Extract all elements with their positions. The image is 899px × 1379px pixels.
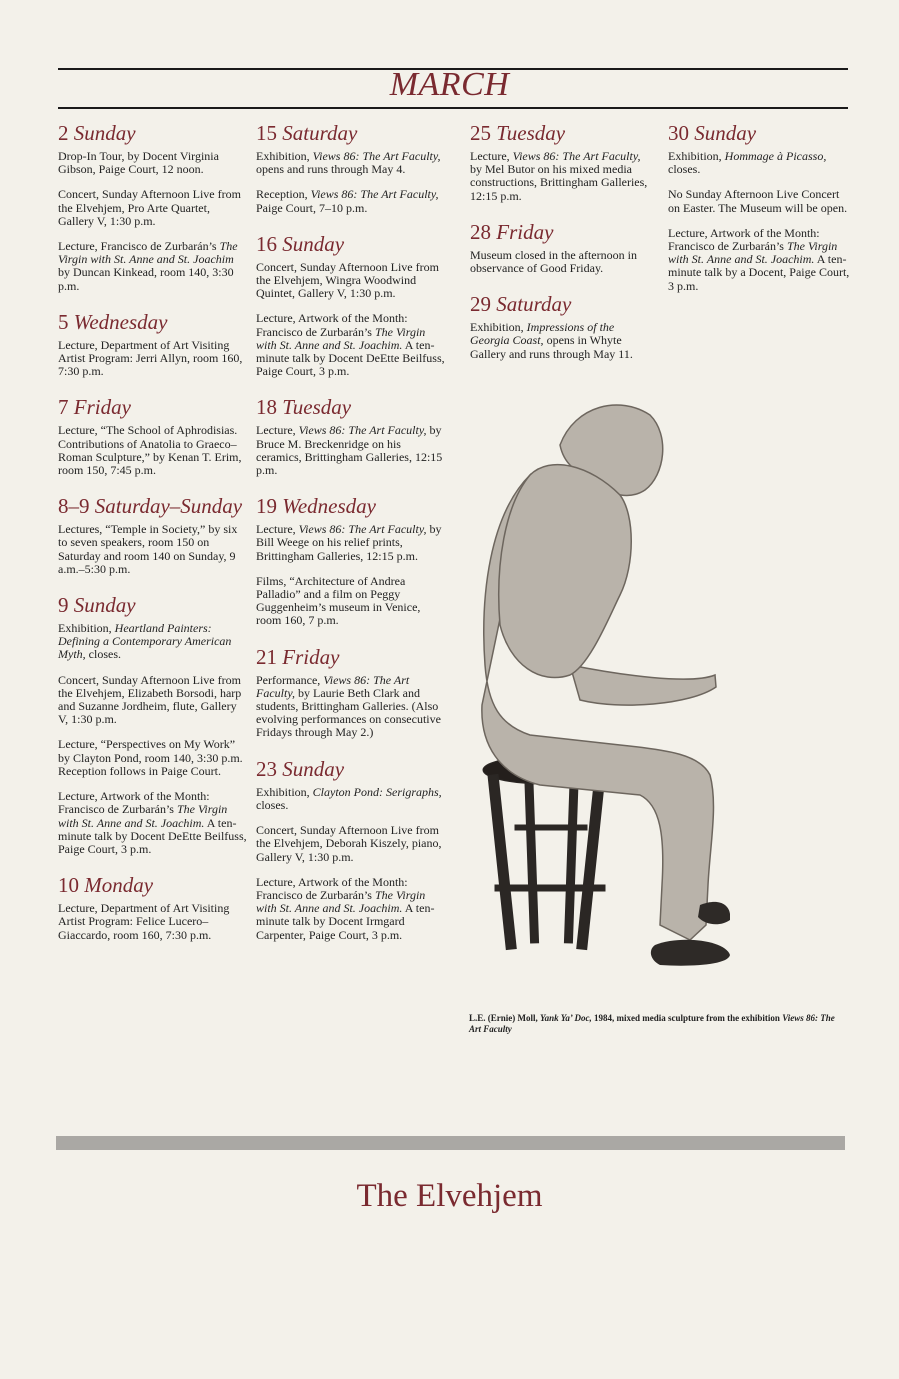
calendar-day [668, 120, 853, 293]
event-text: Exhibition, [256, 784, 313, 799]
event-entry [58, 674, 248, 727]
event-title-italic: The Virgin with St. Anne and St. Joachim. [668, 239, 838, 267]
day-heading [58, 592, 248, 618]
event-text: closes. [668, 162, 701, 177]
day-number: 7 [58, 395, 69, 420]
event-text: closes. [85, 647, 121, 662]
event-text: by Duncan Kinkead, room 140, 3:30 p.m. [58, 265, 234, 293]
footer-title: The Elvehjem [356, 1178, 543, 1214]
day-heading [668, 120, 853, 146]
event-text: Drop-In Tour, by Docent Virginia Gibson, Paige Court, 12 noon. [58, 149, 219, 177]
day-name: Sunday [282, 756, 345, 781]
calendar-day [256, 231, 448, 379]
day-number: 2 [58, 121, 69, 145]
calendar-day [58, 394, 248, 477]
event-text: Exhibition, [58, 621, 115, 636]
photo-caption [469, 1013, 844, 1035]
event-text: Reception, [256, 187, 311, 202]
day-name: Tuesday [282, 395, 352, 420]
day-heading [256, 644, 448, 670]
calendar-column-1 [58, 120, 248, 958]
event-entry [58, 188, 248, 228]
event-text: opens and runs through May 4. [256, 162, 406, 177]
event-title-italic: Views 86: The Art Faculty, [298, 522, 427, 537]
event-text: Concert, Sunday Afternoon Live from the Elvehjem, Deborah Kiszely, piano, Gallery V, 1:30 p.m. [256, 823, 442, 864]
event-text: opens in Whyte Gallery and runs through May 11. [470, 333, 633, 361]
event-entry [470, 150, 655, 203]
event-entry [256, 786, 448, 812]
event-entry [668, 188, 853, 214]
day-name: Wednesday [282, 494, 376, 519]
day-heading [58, 309, 248, 335]
event-text: by Laurie Beth Clark and students, Brittingham Galleries. (Also evolving performances on consecutive Fridays through May 2.) [256, 685, 441, 740]
event-text: Lecture, Department of Art Visiting Artist Program: Felice Lucero–Giaccardo, room 160, 7:30 p.m. [58, 901, 230, 942]
event-entry [58, 738, 248, 778]
day-number: 28 [470, 219, 491, 244]
day-name: Friday [282, 644, 340, 669]
day-number: 16 [256, 231, 277, 256]
calendar-column-2 [256, 120, 448, 958]
day-heading [256, 493, 448, 519]
event-text: Exhibition, [668, 149, 725, 163]
event-title-italic: The Virgin with St. Anne and St. Joachim. [58, 802, 228, 830]
event-text: Concert, Sunday Afternoon Live from the Elvehjem, Wingra Woodwind Quintet, Gallery V, 1:30 p.m. [256, 259, 439, 301]
calendar-day [470, 291, 655, 361]
day-number: 5 [58, 309, 69, 334]
day-heading [256, 231, 448, 257]
event-title-italic: Hommage à Picasso, [724, 149, 827, 163]
day-name: Friday [73, 395, 131, 420]
event-text: Lecture, [256, 522, 299, 537]
event-entry [58, 150, 248, 176]
day-name: Sunday [282, 231, 345, 256]
calendar-day [58, 309, 248, 379]
day-heading [58, 394, 248, 420]
event-entry [58, 790, 248, 856]
event-entry [668, 227, 853, 293]
event-text: Concert, Sunday Afternoon Live from the Elvehjem, Pro Arte Quartet, Gallery V, 1:30 p.m. [58, 187, 241, 228]
event-text: Concert, Sunday Afternoon Live from the Elvehjem, Elizabeth Borsodi, harp and Suzanne Jordheim, flute, Gallery V, 1:30 p.m. [58, 672, 242, 727]
day-name: Sunday [73, 121, 136, 145]
event-text: No Sunday Afternoon Live Concert on Easter. The Museum will be open. [668, 187, 848, 215]
event-entry [470, 249, 655, 275]
event-entry [256, 188, 448, 214]
calendar-column-4 [668, 120, 853, 309]
event-entry [256, 575, 448, 628]
calendar-day [256, 493, 448, 627]
day-number: 19 [256, 494, 277, 519]
calendar-day [470, 219, 655, 275]
day-heading [58, 493, 248, 519]
day-heading [470, 120, 655, 146]
caption-italic: Yank Ya’ Doc, [540, 1013, 592, 1023]
event-entry [256, 876, 448, 942]
event-title-italic: Views 86: The Art Faculty, [512, 149, 641, 163]
event-entry [58, 902, 248, 942]
event-entry [470, 321, 655, 361]
event-entry [58, 339, 248, 379]
day-name: Sunday [73, 593, 136, 618]
day-heading [58, 872, 248, 898]
day-number: 10 [58, 873, 79, 898]
day-heading [470, 219, 655, 245]
event-title-italic: The Virgin with St. Anne and St. Joachim [58, 239, 238, 267]
caption-text: L.E. (Ernie) Moll, [469, 1013, 540, 1023]
event-text: Lecture, “Perspectives on My Work” by Clayton Pond, room 140, 3:30 p.m. Reception follows in Paige Court. [58, 737, 243, 778]
event-entry [256, 824, 448, 864]
event-text: Lecture, [470, 149, 513, 163]
event-text: Lecture, Artwork of the Month: Francisco de Zurbarán’s [256, 874, 408, 902]
day-name: Sunday [694, 121, 757, 145]
event-title-italic: Impressions of the Georgia Coast, [470, 320, 615, 348]
day-number: 15 [256, 121, 277, 145]
event-text: by Bill Weege on his relief prints, Brittingham Galleries, 12:15 p.m. [256, 522, 442, 563]
event-text: Lectures, “Temple in Society,” by six to seven speakers, room 150 on Saturday and room 140 on Sunday, 9 a.m.–5:30 p.m. [58, 522, 238, 576]
event-text: A ten-minute talk by Docent DeEtte Beilfuss, Paige Court, 3 p.m. [256, 337, 445, 379]
event-text: A ten-minute talk by Docent Irmgard Carpenter, Paige Court, 3 p.m. [256, 901, 435, 942]
event-entry [256, 261, 448, 301]
caption-text: 1984, mixed media sculpture from the exhibition [591, 1013, 783, 1023]
sculpture-photo [470, 365, 730, 985]
event-text: Performance, [256, 672, 324, 687]
day-name: Friday [496, 219, 554, 244]
event-entry [58, 523, 248, 576]
event-title-italic: Views 86: The Art Faculty, [312, 149, 441, 163]
calendar-day [58, 120, 248, 293]
day-heading [256, 120, 448, 146]
event-text: Paige Court, 7–10 p.m. [256, 200, 368, 215]
calendar-day [470, 120, 655, 203]
day-heading [256, 394, 448, 420]
event-text: by Bruce M. Breckenridge on his ceramics, Brittingham Galleries, 12:15 p.m. [256, 423, 443, 478]
event-text: closes. [256, 797, 289, 812]
event-text: Lecture, Artwork of the Month: Francisco de Zurbarán’s [58, 789, 210, 817]
event-entry [668, 150, 853, 176]
event-title-italic: The Virgin with St. Anne and St. Joachim. [256, 324, 426, 352]
event-text: Lecture, Department of Art Visiting Artist Program: Jerri Allyn, room 160, 7:30 p.m. [58, 337, 243, 379]
month-title: MARCH [389, 66, 510, 103]
event-title-italic: Clayton Pond: Serigraphs, [312, 784, 442, 799]
event-title-italic: The Virgin with St. Anne and St. Joachim. [256, 887, 426, 916]
calendar-day [256, 394, 448, 477]
event-title-italic: Views 86: The Art Faculty, [256, 672, 410, 700]
event-entry [58, 240, 248, 293]
day-number: 18 [256, 395, 277, 420]
event-text: Exhibition, [470, 320, 527, 335]
day-heading [256, 756, 448, 782]
footer-gray-bar [56, 1136, 845, 1150]
day-name: Monday [84, 873, 154, 898]
calendar-day [58, 872, 248, 942]
day-number: 30 [668, 121, 689, 145]
day-name: Wednesday [73, 309, 168, 334]
event-title-italic: Views 86: The Art Faculty, [310, 187, 439, 202]
event-text: A ten-minute talk by a Docent, Paige Court, 3 p.m. [668, 252, 850, 293]
calendar-day [256, 644, 448, 740]
event-text: Museum closed in the afternoon in observance of Good Friday. [470, 247, 637, 276]
event-text: Lecture, Artwork of the Month: Francisco de Zurbarán’s [668, 225, 820, 254]
event-entry [256, 523, 448, 563]
event-entry [256, 424, 448, 477]
event-entry [256, 150, 448, 176]
event-text: Lecture, Francisco de Zurbarán’s [58, 239, 220, 254]
event-entry [256, 674, 448, 740]
calendar-day [256, 120, 448, 215]
day-heading [58, 120, 248, 146]
day-heading [470, 291, 655, 317]
event-title-italic: Views 86: The Art Faculty, [298, 423, 427, 438]
event-text: Lecture, Artwork of the Month: Francisco de Zurbarán’s [256, 311, 408, 339]
day-number: 29 [470, 292, 491, 317]
day-number: 23 [256, 756, 277, 781]
event-text: Lecture, [256, 423, 299, 438]
day-name: Saturday [496, 292, 572, 317]
day-number: 8–9 [58, 494, 90, 519]
event-entry [58, 424, 248, 477]
day-number: 25 [470, 121, 491, 145]
day-name: Saturday–Sunday [94, 494, 243, 519]
event-text: Lecture, “The School of Aphrodisias. Contributions of Anatolia to Graeco–Roman Sculpture,” by Kenan T. Erim, room 150, 7:45 p.m. [58, 423, 242, 478]
event-text: by Mel Butor on his mixed media constructions, Brittingham Galleries, 12:15 p.m. [470, 162, 648, 203]
day-number: 21 [256, 644, 277, 669]
calendar-day [58, 493, 248, 576]
calendar-column-3 [470, 120, 655, 377]
calendar-day [256, 756, 448, 942]
event-text: Exhibition, [256, 149, 313, 163]
day-name: Saturday [282, 121, 358, 145]
event-text: A ten-minute talk by Docent DeEtte Beilfuss, Paige Court, 3 p.m. [58, 815, 247, 856]
day-name: Tuesday [496, 121, 566, 145]
event-entry [256, 312, 448, 378]
header-bottom-rule [58, 107, 848, 109]
event-title-italic: Heartland Painters: Defining a Contemporary American Myth, [58, 621, 232, 662]
caption-italic: Views 86: The Art Faculty [469, 1013, 835, 1034]
calendar-day [58, 592, 248, 856]
event-entry [58, 622, 248, 662]
event-text: Films, “Architecture of Andrea Palladio” and a film on Peggy Guggenheim’s museum in Venice, room 160, 7 p.m. [256, 573, 421, 628]
day-number: 9 [58, 593, 69, 618]
